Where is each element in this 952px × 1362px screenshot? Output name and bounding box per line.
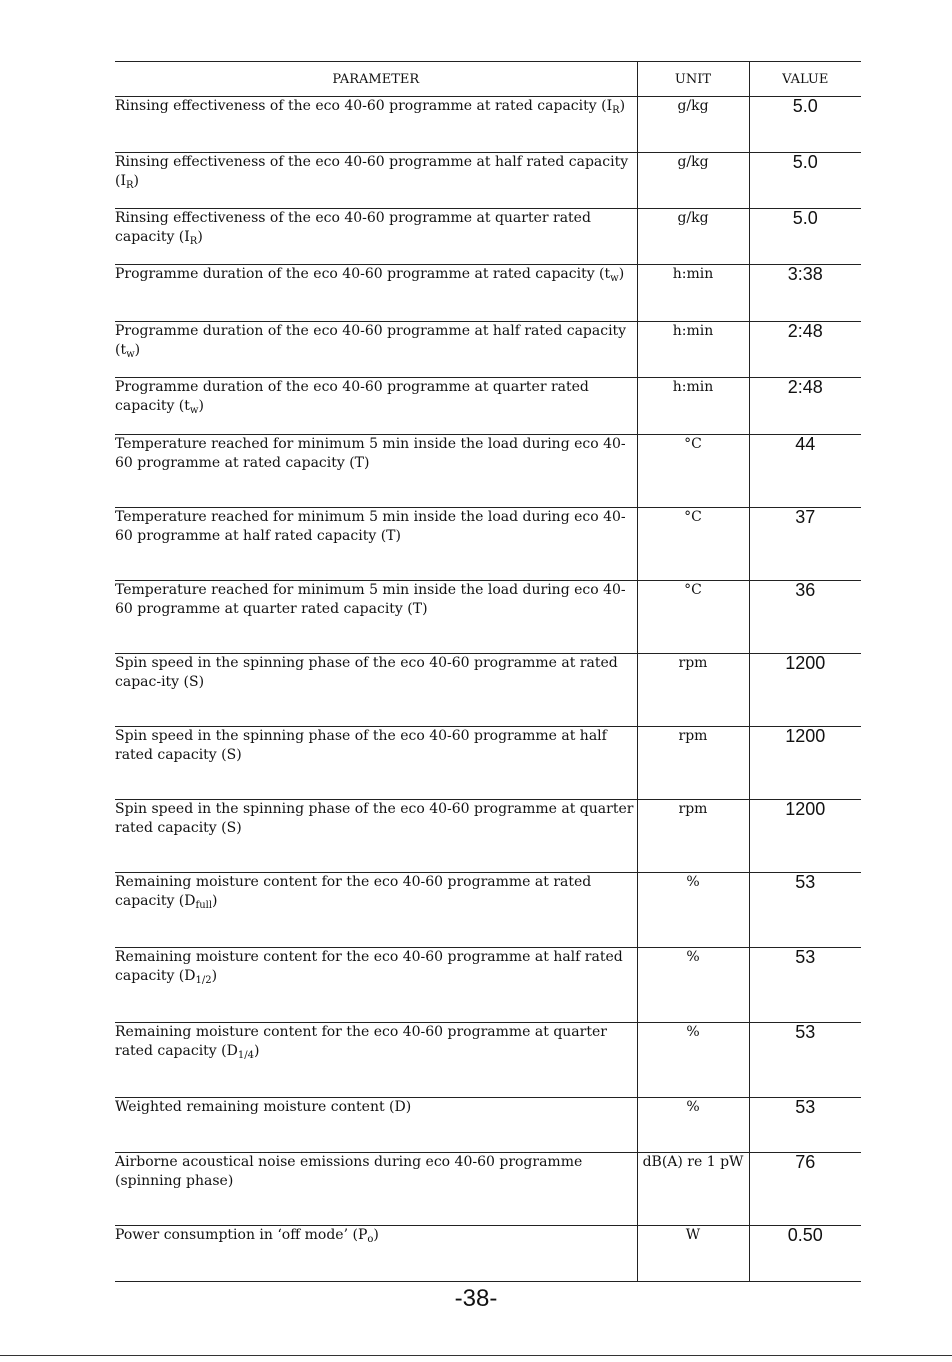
unit-cell: % <box>637 873 749 948</box>
parameter-subscript: R <box>126 180 134 191</box>
table-row <box>115 435 861 508</box>
parameter-cell <box>115 508 637 581</box>
table-row <box>115 265 861 322</box>
parameter-cell <box>115 873 637 948</box>
parameter-cell <box>115 654 637 727</box>
parameter-text: Rinsing effectiveness of the eco 40-60 programme at half rated capacity (I <box>115 154 629 189</box>
parameter-tail: ) <box>211 968 218 984</box>
unit-cell: % <box>637 1023 749 1098</box>
parameter-text: Rinsing effectiveness of the eco 40-60 programme at quarter rated capacity (I <box>115 210 591 245</box>
value-cell: 53 <box>749 948 861 1023</box>
parameter-cell <box>115 153 637 209</box>
value-cell: 2:48 <box>749 322 861 378</box>
value-cell: 3:38 <box>749 265 861 322</box>
unit-cell: rpm <box>637 727 749 800</box>
unit-cell: rpm <box>637 800 749 873</box>
parameter-text: Weighted remaining moisture content (D) <box>115 1099 412 1115</box>
parameter-cell <box>115 800 637 873</box>
parameter-text: Airborne acoustical noise emissions during eco 40-60 programme (spinning phase) <box>115 1154 583 1189</box>
unit-cell: g/kg <box>637 153 749 209</box>
page-number: -38- <box>454 1285 498 1312</box>
parameter-text: Power consumption in ‘off mode’ (P <box>115 1227 368 1243</box>
parameter-cell <box>115 209 637 265</box>
parameter-cell <box>115 265 637 322</box>
unit-cell: °C <box>637 508 749 581</box>
parameter-text: Spin speed in the spinning phase of the eco 40-60 programme at half rated capacity (S) <box>115 728 607 763</box>
unit-cell: h:min <box>637 378 749 435</box>
table-row <box>115 1226 861 1282</box>
parameter-tail: ) <box>212 893 218 909</box>
unit-cell: g/kg <box>637 209 749 265</box>
parameter-tail: ) <box>619 98 626 114</box>
parameter-tail: ) <box>253 1043 260 1059</box>
parameter-cell <box>115 322 637 378</box>
table-row <box>115 378 861 435</box>
unit-cell: h:min <box>637 322 749 378</box>
unit-cell: % <box>637 948 749 1023</box>
value-cell: 1200 <box>749 727 861 800</box>
table-body <box>115 97 861 1282</box>
parameter-text: Programme duration of the eco 40-60 programme at rated capacity (t <box>115 266 611 282</box>
table-row <box>115 209 861 265</box>
parameter-cell <box>115 1098 637 1153</box>
table-row <box>115 1098 861 1153</box>
parameter-cell <box>115 1023 637 1098</box>
table-header-row <box>115 62 861 97</box>
parameter-subscript: 1/4 <box>237 1050 254 1061</box>
parameter-text: Remaining moisture content for the eco 40-60 programme at rated capacity (D <box>115 874 592 909</box>
value-cell: 36 <box>749 581 861 654</box>
table-row <box>115 508 861 581</box>
parameter-tail: ) <box>133 173 139 189</box>
parameter-subscript: 1/2 <box>195 975 212 986</box>
table-row <box>115 873 861 948</box>
parameter-text: Remaining moisture content for the eco 40-60 programme at half rated capacity (D <box>115 949 623 984</box>
table-row <box>115 948 861 1023</box>
value-cell: 53 <box>749 1023 861 1098</box>
parameter-table <box>115 61 861 1282</box>
parameter-cell <box>115 1226 637 1282</box>
unit-cell: h:min <box>637 265 749 322</box>
parameter-subscript: R <box>612 105 620 116</box>
value-cell: 76 <box>749 1153 861 1226</box>
table-row <box>115 581 861 654</box>
table-row <box>115 1153 861 1226</box>
parameter-text: Programme duration of the eco 40-60 programme at quarter rated capacity (t <box>115 379 589 414</box>
parameter-cell <box>115 581 637 654</box>
unit-cell: °C <box>637 581 749 654</box>
unit-cell: °C <box>637 435 749 508</box>
value-cell: 37 <box>749 508 861 581</box>
parameter-tail: ) <box>618 266 625 282</box>
value-cell: 53 <box>749 873 861 948</box>
table-row <box>115 322 861 378</box>
parameter-cell <box>115 378 637 435</box>
table-row <box>115 97 861 153</box>
table-row <box>115 1023 861 1098</box>
value-cell: 5.0 <box>749 97 861 153</box>
table-row <box>115 153 861 209</box>
table-row <box>115 800 861 873</box>
parameter-cell <box>115 1153 637 1226</box>
parameter-cell <box>115 727 637 800</box>
parameter-text: Temperature reached for minimum 5 min inside the load during eco 40-60 programme at half rated capacity (T) <box>115 509 626 544</box>
parameter-text: Programme duration of the eco 40-60 programme at half rated capacity (t <box>115 323 627 358</box>
bottom-rule <box>0 1355 952 1356</box>
header-value: VALUE <box>749 62 861 97</box>
parameter-subscript: w <box>610 273 619 284</box>
parameter-text: Temperature reached for minimum 5 min inside the load during eco 40-60 programme at rated capacity (T) <box>115 436 626 471</box>
parameter-subscript: w <box>126 349 135 360</box>
unit-cell: g/kg <box>637 97 749 153</box>
parameter-text: Temperature reached for minimum 5 min inside the load during eco 40-60 programme at quarter rated capacity (T) <box>115 582 626 617</box>
unit-cell: dB(A) re 1 pW <box>637 1153 749 1226</box>
table-row <box>115 654 861 727</box>
unit-cell: % <box>637 1098 749 1153</box>
parameter-tail: ) <box>197 229 203 245</box>
parameter-tail: ) <box>373 1227 379 1243</box>
value-cell: 1200 <box>749 800 861 873</box>
parameter-cell <box>115 97 637 153</box>
parameter-subscript: w <box>189 405 199 416</box>
value-cell: 2:48 <box>749 378 861 435</box>
parameter-cell <box>115 435 637 508</box>
value-cell: 5.0 <box>749 153 861 209</box>
value-cell: 5.0 <box>749 209 861 265</box>
parameter-cell <box>115 948 637 1023</box>
parameter-tail: ) <box>198 398 204 414</box>
parameter-text: Rinsing effectiveness of the eco 40-60 programme at rated capacity (I <box>115 98 613 114</box>
value-cell: 1200 <box>749 654 861 727</box>
parameter-text: Spin speed in the spinning phase of the eco 40-60 programme at quarter rated capacity (S) <box>115 801 634 836</box>
value-cell: 53 <box>749 1098 861 1153</box>
header-unit: UNIT <box>637 62 749 97</box>
table-row <box>115 727 861 800</box>
value-cell: 44 <box>749 435 861 508</box>
parameter-text: Spin speed in the spinning phase of the eco 40-60 programme at rated capac-ity (S) <box>115 655 618 690</box>
unit-cell: rpm <box>637 654 749 727</box>
header-parameter: PARAMETER <box>115 62 637 97</box>
parameter-subscript: R <box>189 236 198 247</box>
parameter-text: Remaining moisture content for the eco 40-60 programme at quarter rated capacity (D <box>115 1024 607 1059</box>
parameter-subscript: full <box>195 900 213 911</box>
parameter-tail: ) <box>134 342 141 358</box>
value-cell: 0.50 <box>749 1226 861 1282</box>
parameter-subscript: o <box>367 1234 374 1245</box>
unit-cell: W <box>637 1226 749 1282</box>
